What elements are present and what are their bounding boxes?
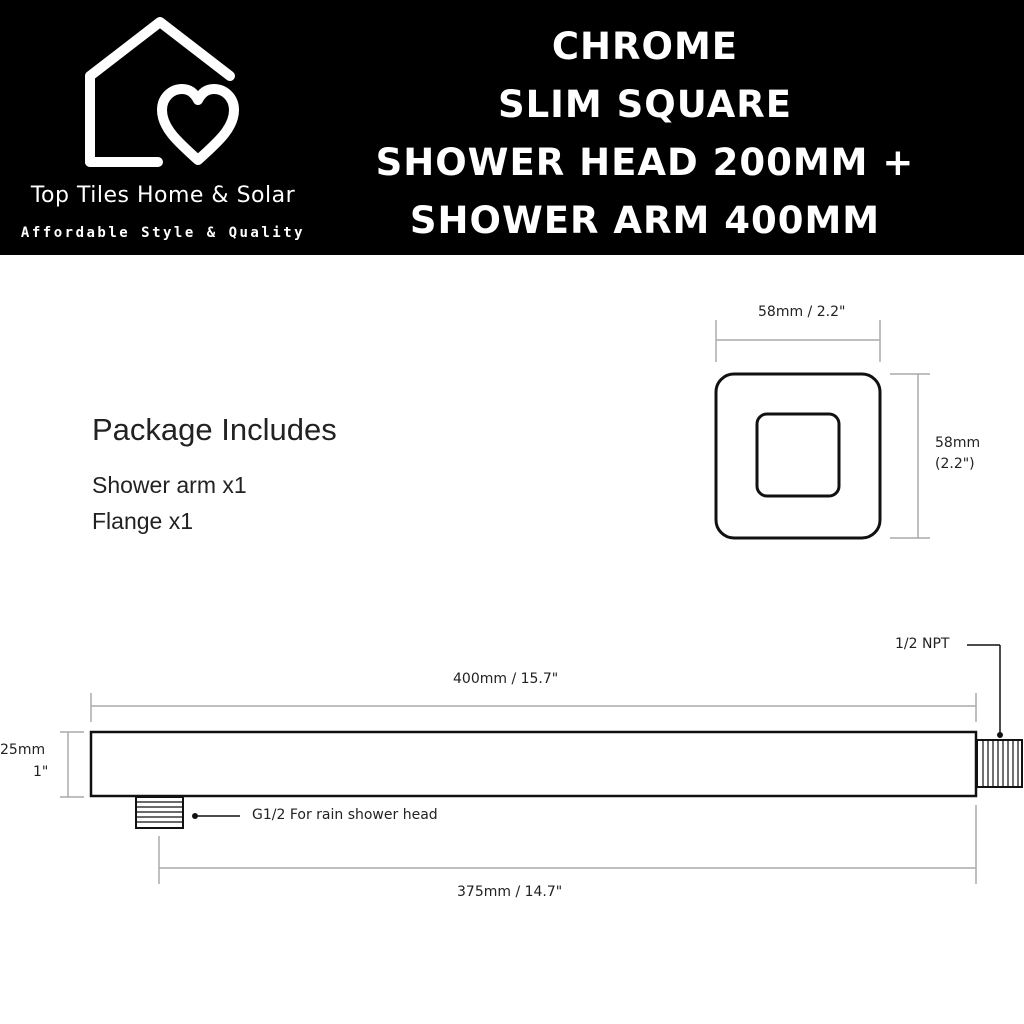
outlet-thread xyxy=(136,797,183,828)
outlet-distance-label: 375mm / 14.7" xyxy=(457,884,563,900)
npt-leader xyxy=(967,645,1000,733)
arm-length-dimension xyxy=(91,693,976,722)
flange-inner-square xyxy=(757,414,839,496)
product-title xyxy=(330,18,960,250)
package-item: Flange x1 xyxy=(92,508,194,534)
npt-thread xyxy=(977,740,1022,787)
header-banner xyxy=(0,0,1024,255)
flange-dimension-width xyxy=(716,320,880,362)
arm-thickness-dimension xyxy=(60,732,84,797)
flange-height-label-inch: (2.2") xyxy=(935,456,975,472)
flange-width-label: 58mm / 2.2" xyxy=(758,304,846,320)
flange-outer-square xyxy=(716,374,880,538)
arm-length-label: 400mm / 15.7" xyxy=(453,671,559,687)
flange-height-label: 58mm xyxy=(935,435,981,451)
title-line: SLIM SQUARE xyxy=(497,83,793,126)
arm-thickness-label-inch: 1" xyxy=(33,764,49,780)
brand-tagline: Affordable Style & Quality xyxy=(20,225,306,241)
outlet-thread-label: G1/2 For rain shower head xyxy=(252,807,438,823)
arm-thickness-label: 25mm xyxy=(0,742,46,758)
flange-dimension-height xyxy=(890,374,930,538)
title-line: CHROME xyxy=(551,25,739,68)
package-heading: Package Includes xyxy=(92,412,337,447)
brand-name: Top Tiles Home & Solar xyxy=(30,183,296,208)
outlet-leader-dot xyxy=(192,813,198,819)
shower-arm-body xyxy=(91,732,976,796)
npt-thread-label: 1/2 NPT xyxy=(895,636,950,652)
house-heart-logo-icon xyxy=(78,14,248,174)
npt-leader-dot xyxy=(997,732,1003,738)
package-item: Shower arm x1 xyxy=(92,472,247,498)
title-line: SHOWER ARM 400MM xyxy=(409,199,881,242)
title-line: SHOWER HEAD 200MM + xyxy=(375,141,915,184)
